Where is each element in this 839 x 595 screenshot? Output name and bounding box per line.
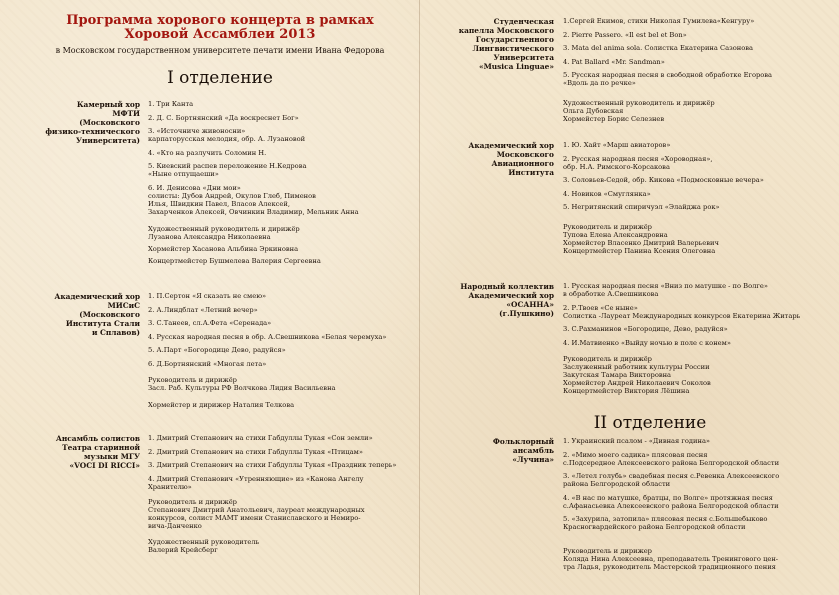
section-title-second: II отделение bbox=[593, 413, 707, 433]
repertoire-item: 5. А.Парт «Богородице Дево, радуйся» bbox=[148, 346, 286, 354]
left-page bbox=[0, 0, 418, 595]
repertoire-item: 6. Д.Бортнянский «Многая лета» bbox=[148, 359, 267, 368]
choir-name: Студенческая капелла Московского Государственного Лингвистического Университета «Musica Linguae» bbox=[458, 17, 554, 71]
staff-line: Хормейстер Хасанова Альбина Эркиновна bbox=[148, 245, 299, 253]
repertoire-item: 5. Негритянский спиричуэл «Элайджа рок» bbox=[563, 203, 720, 211]
choir-name: Ансамбль солистов Театра старинной музыки МГУ «VOCI DI RICCI» bbox=[55, 434, 140, 470]
staff-line: Художественный руководитель и дирижёр Лузанова Александра Николаевна bbox=[148, 225, 300, 241]
repertoire-item: 2. Р.Твоев «Се ныне» Солистка -Лауреат Международных конкурсов Екатерина Житарь bbox=[563, 303, 801, 320]
staff-line: Концертмейстер Бушмелева Валерия Сергеевна bbox=[148, 257, 321, 265]
staff-credits bbox=[563, 355, 835, 399]
repertoire-item: 1. Русская народная песня «Вниз по матушке - по Волге» в обработке А.Свешникова bbox=[563, 282, 768, 298]
repertoire-item: 1. Ю. Хайт «Марш авиаторов» bbox=[563, 141, 671, 149]
staff-credits bbox=[148, 498, 413, 558]
repertoire-item: 6. И. Денисова «Дни мои» солисты: Дубов Андрей, Окулов Глеб, Пименов Илья, Швидкин Павел, Власов Алексей, Захарченков Алексей, Овчинкин Владимир, Мельник Анна bbox=[148, 183, 359, 216]
staff-credits bbox=[148, 225, 413, 269]
repertoire-item: 3. Mata del anima sola. Солистка Екатерина Сазонова bbox=[563, 44, 753, 52]
staff-line: Художественный руководитель Валерий Крейсберг bbox=[148, 538, 260, 554]
repertoire-item: 2. Д. С. Бортнянский «Да воскреснет Бог» bbox=[148, 113, 299, 122]
staff-line: Руководитель и дирижёр Засл. Раб. Культуры РФ Волчкова Лидия Васильевна bbox=[148, 376, 336, 392]
repertoire-item: 3. С.Рахманинов «Богородице, Дево, радуйся» bbox=[563, 325, 728, 333]
program-title: Программа хорового концерта в рамках Хоровой Ассамблеи 2013 bbox=[66, 13, 374, 42]
repertoire-item: 2. Pierre Passero. «Il est bel et Bon» bbox=[563, 30, 687, 39]
staff-line: Руководитель и дирижёр Заслуженный работник культуры России Закутская Тамара Викторовна Хормейстер Андрей Николаевич Соколов Концертмейстер Виктория Лёшина bbox=[563, 355, 711, 395]
repertoire-list bbox=[563, 282, 835, 352]
repertoire-item: 1. Три Канта bbox=[148, 100, 194, 108]
choir-name: Народный коллектив Академический хор «ОСАННА» (г.Пушкино) bbox=[460, 282, 554, 318]
repertoire-item: 3. Соловьев-Седой, обр. Кикова «Подмосковные вечера» bbox=[563, 176, 764, 184]
repertoire-list bbox=[148, 434, 413, 496]
repertoire-item: 3. Дмитрий Степанович на стихи Габдуллы Тукая «Праздник теперь» bbox=[148, 461, 397, 469]
choir-name: Академический хор Московского Авиационного Института bbox=[468, 141, 554, 177]
repertoire-item: 2. Дмитрий Степанович на стихи Габдуллы Тукая «Птицам» bbox=[148, 447, 363, 456]
choir-name: Камерный хор МФТИ (Московского физико-технического Университета) bbox=[45, 100, 140, 145]
repertoire-item: 1. Украинский псалом - «Дивная година» bbox=[563, 437, 711, 445]
repertoire-item: 4. «В нас по матушке, братцы, по Волге» протяжная песня с.Афанасьевка Алексеевского района Белгородской области bbox=[563, 493, 779, 510]
staff-credits bbox=[148, 376, 413, 413]
repertoire-item: 5. Киевский распев переложение Н.Кедрова «Ныне отпущаеши» bbox=[148, 162, 307, 178]
staff-line: Художественный руководитель и дирижёр Ольга Дубовская Хормейстер Борис Селезнев bbox=[563, 99, 715, 123]
right-page bbox=[420, 0, 839, 595]
repertoire-list bbox=[563, 437, 835, 537]
repertoire-item: 2. «Мимо моего садика» плясовая песня с.Подсередное Алексеевского района Белгородской области bbox=[563, 450, 780, 467]
repertoire-list bbox=[148, 292, 413, 373]
section-title-first: I отделение bbox=[167, 68, 273, 88]
repertoire-item: 1. П.Сертон «Я сказать не смею» bbox=[148, 292, 267, 300]
repertoire-item: 2. А.Линдблат «Летний вечер» bbox=[148, 305, 258, 314]
choir-name: Фольклорный ансамбль «Лучина» bbox=[492, 437, 554, 464]
staff-credits bbox=[563, 547, 835, 575]
staff-line: Руководитель и дирижёр Степанович Дмитрий Анатольевич, лауреат международных конкурсов, солист МАМТ имени Станиславского и Немиро- вича-Данченко bbox=[148, 498, 365, 530]
repertoire-item: 2. Русская народная песня «Хороводная», обр. Н.А. Римского-Корсакова bbox=[563, 154, 713, 171]
staff-line: Руководитель и дирижёр Тупова Елена Александровна Хормейстер Власенко Дмитрий Валерьевич Концертмейстер Панина Ксения Олеговна bbox=[563, 223, 719, 255]
repertoire-item: 5. Русская народная песня в свободной обработке Егорова «Вдоль да по речке» bbox=[563, 71, 773, 87]
choir-name: Академический хор МИСиС (Московского Института Стали и Сплавов) bbox=[54, 292, 140, 337]
repertoire-list bbox=[563, 141, 835, 217]
repertoire-item: 4. И.Матвиенко «Выйду ночью в поле с конем» bbox=[563, 338, 731, 347]
repertoire-list bbox=[563, 17, 835, 93]
repertoire-item: 4. Дмитрий Степанович «Утренняющие» из «Канона Ангелу Хранителю» bbox=[148, 474, 364, 491]
repertoire-item: 1. Дмитрий Степанович на стихи Габдуллы Тукая «Сон земли» bbox=[148, 434, 373, 442]
repertoire-item: 3. «Источниче живоносни» карпаторусская мелодия, обр. А. Лузановой bbox=[148, 127, 306, 143]
repertoire-item: 4. Pat Ballard «Mr. Sandman» bbox=[563, 57, 665, 66]
staff-line: Руководитель и дирижер Коляда Нина Алексеевна, преподаватель Тренингового цен- тра Ладья, руководитель Мастерской традиционного пения bbox=[563, 547, 779, 571]
repertoire-item: 4. Новиков «Смуглянка» bbox=[563, 189, 651, 198]
repertoire-item: 1.Сергей Екимов, стихи Николая Гумилева«Кенгуру» bbox=[563, 17, 755, 25]
repertoire-item: 3. С.Танеев, сл.А.Фета «Серенада» bbox=[148, 319, 272, 327]
staff-line: Хормейстер и дирижер Наталия Телкова bbox=[148, 401, 295, 409]
program-subtitle: в Московском государственном университете печати имени Ивана Федорова bbox=[55, 46, 385, 55]
staff-credits bbox=[563, 99, 835, 127]
repertoire-item: 4. «Кто на разлучить Соломин Н. bbox=[148, 148, 267, 157]
repertoire-item: 5. «Захурила, затопила» плясовая песня с.Большебыково Красногвардейского района Белгородской области bbox=[563, 515, 768, 531]
staff-credits bbox=[563, 223, 835, 259]
repertoire-item: 3. «Летел голубь» свадебная песня с.Ревенка Алексеевского района Белгородской области bbox=[563, 472, 780, 488]
repertoire-item: 4. Русская народная песня в обр. А.Свешникова «Белая черемуха» bbox=[148, 332, 387, 341]
repertoire-list bbox=[148, 100, 413, 221]
